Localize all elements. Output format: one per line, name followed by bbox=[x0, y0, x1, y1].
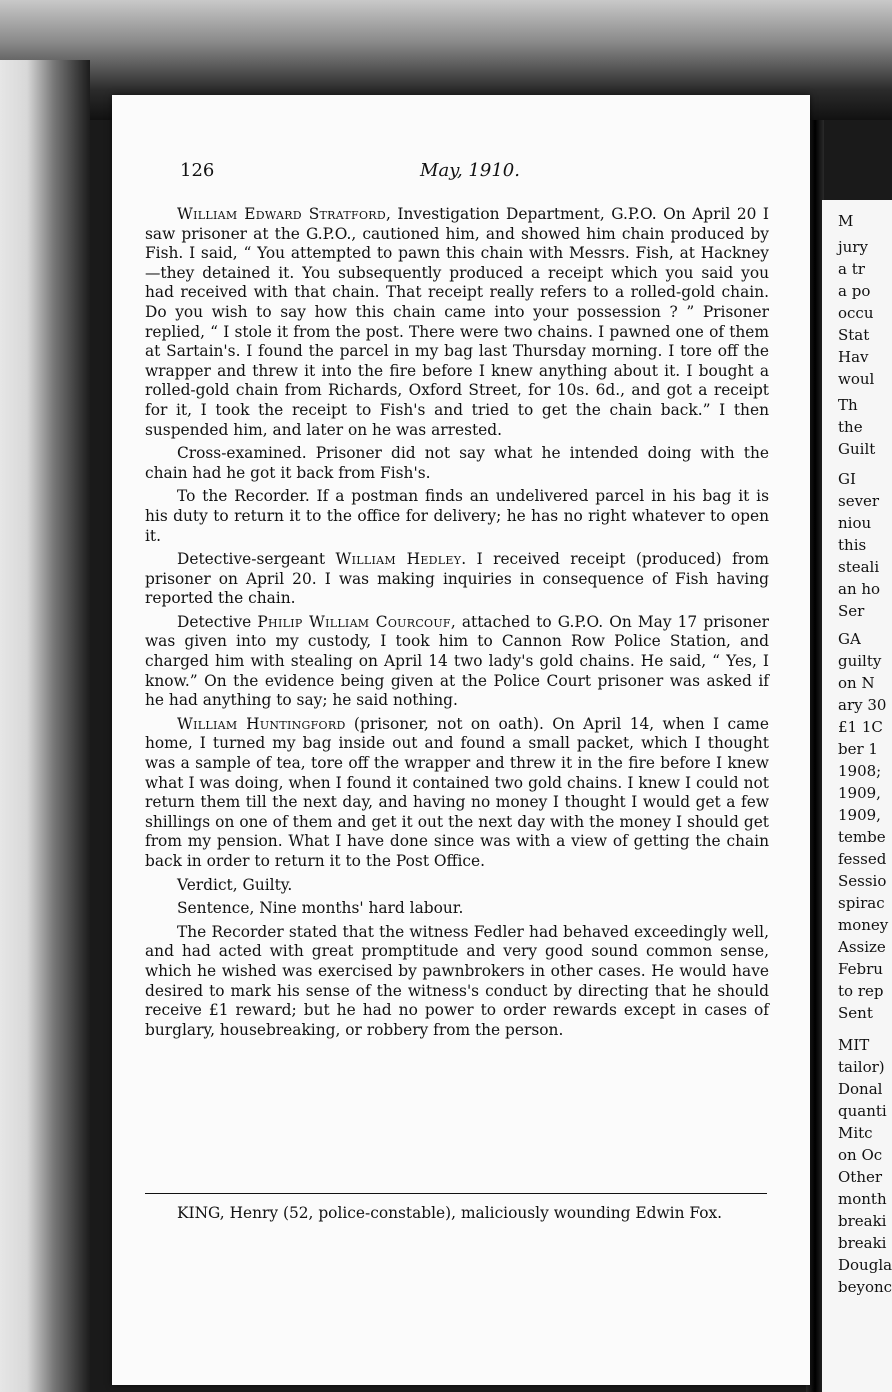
paragraph-text: . I received receipt (produced) from prisoner on April 20. I was making inquiries in consequence of Fish having reported the chain. bbox=[145, 550, 769, 608]
testimony-text bbox=[145, 205, 769, 1044]
facing-page-word: woul bbox=[838, 370, 875, 388]
paragraph bbox=[145, 715, 769, 872]
facing-page-word: tembe bbox=[838, 828, 886, 846]
facing-page-word: niou bbox=[838, 514, 872, 532]
paragraph-prefix: Detective-sergeant bbox=[177, 550, 336, 569]
paragraph bbox=[145, 487, 769, 546]
facing-page-word: month bbox=[838, 1190, 887, 1208]
facing-page-word: on Oc bbox=[838, 1146, 883, 1164]
facing-page-fragment bbox=[822, 200, 892, 1392]
facing-page-word: Febru bbox=[838, 960, 883, 978]
page-header bbox=[180, 160, 760, 188]
facing-page-word: a tr bbox=[838, 260, 865, 278]
next-case-heading bbox=[145, 1203, 769, 1223]
facing-page-word: occu bbox=[838, 304, 874, 322]
facing-page-word: Hav bbox=[838, 348, 869, 366]
running-title-text: May, 1910. bbox=[420, 160, 520, 181]
facing-page-word: on N bbox=[838, 674, 875, 692]
running-title bbox=[180, 160, 760, 181]
paragraph-text: Sentence, Nine months' hard labour. bbox=[177, 899, 464, 918]
facing-page-word: Th bbox=[838, 396, 858, 414]
facing-page-word: sever bbox=[838, 492, 880, 510]
facing-page-word: Sessio bbox=[838, 872, 887, 890]
witness-name: William Huntingford bbox=[177, 714, 346, 733]
facing-page-word: Sent bbox=[838, 1004, 873, 1022]
facing-page-word: a po bbox=[838, 282, 871, 300]
facing-page-word: ber 1 bbox=[838, 740, 878, 758]
facing-page-word: spirac bbox=[838, 894, 885, 912]
facing-page-word: steali bbox=[838, 558, 880, 576]
witness-name: William Edward Stratford bbox=[177, 205, 386, 223]
paragraph-text: , attached to G.P.O. On May 17 prisoner was given into my custody, I took him to Cannon Row Police Station, and charged him with stealing on April 14 two lady's gold chains. He said, “ Yes, I know.” On the evidence being given at the Police Court prisoner was asked if he had anything to say; he said nothing. bbox=[145, 612, 769, 710]
paragraph-text: Verdict, Guilty. bbox=[177, 875, 293, 894]
paragraph bbox=[145, 923, 769, 1041]
paragraph bbox=[145, 899, 769, 919]
facing-page-word: ary 30 bbox=[838, 696, 887, 714]
page-number: 126 bbox=[180, 160, 215, 181]
facing-page-word: M bbox=[838, 212, 854, 230]
facing-page-word: GA bbox=[838, 630, 861, 648]
facing-page-word: 1908; bbox=[838, 762, 882, 780]
facing-page-word: the bbox=[838, 418, 863, 436]
paragraph-text: Cross-examined. Prisoner did not say what he intended doing with the chain had he got it back from Fish's. bbox=[145, 444, 769, 482]
facing-page-word: fessed bbox=[838, 850, 887, 868]
facing-page-word: jury bbox=[838, 238, 868, 256]
facing-page-word: £1 1C bbox=[838, 718, 883, 736]
facing-page-word: an ho bbox=[838, 580, 881, 598]
paragraph bbox=[145, 613, 769, 711]
facing-page-word: breaki bbox=[838, 1212, 887, 1230]
facing-page-word: to rep bbox=[838, 982, 884, 1000]
paragraph-text: The Recorder stated that the witness Fedler had behaved exceedingly well, and had acted with great promptitude and very good sound common sense, which he wished was exercised by pawnbrokers in other cases. He would have desired to mark his sense of the witness's conduct by directing that he should receive £1 reward; but he had no power to order rewards except in cases of burglary, housebreaking, or robbery from the person. bbox=[145, 922, 769, 1039]
facing-page-word: this bbox=[838, 536, 867, 554]
facing-page-word: Stat bbox=[838, 326, 870, 344]
witness-name: William Hedley bbox=[335, 550, 462, 569]
paragraph bbox=[145, 205, 769, 440]
facing-page-word: quanti bbox=[838, 1102, 887, 1120]
facing-page-word: beyonc bbox=[838, 1278, 892, 1296]
paragraph-text: To the Recorder. If a postman finds an undelivered parcel in his bag it is his duty to return it to the office for delivery; he has no right whatever to open it. bbox=[145, 487, 769, 545]
facing-page-word: Other bbox=[838, 1168, 883, 1186]
facing-page-word: Ser bbox=[838, 602, 865, 620]
facing-page-word: GI bbox=[838, 470, 856, 488]
next-case-text: KING, Henry (52, police-constable), maliciously wounding Edwin Fox. bbox=[177, 1204, 723, 1222]
scan-left-edge bbox=[0, 60, 90, 1392]
paragraph-text: (prisoner, not on oath). On April 14, when I came home, I turned my bag inside out and found a small packet, which I thought was a sample of tea, tore off the wrapper and threw it in the fire before I knew what I was doing, when I found it contained two gold chains. I knew I could not return them till the next day, and having no money I thought I would get a few shillings on one of them and get it out the next day with the money I should get from my pension. What I have done since was with a view of getting the chain back in order to return it to the Post Office. bbox=[145, 714, 769, 870]
facing-page-word: Donal bbox=[838, 1080, 883, 1098]
paragraph-text: , Investigation Department, G.P.O. On April 20 I saw prisoner at the G.P.O., cautioned him, and showed him chain produced by Fish. I said, “ You attempted to pawn this chain with Messrs. Fish, at Hackney—they detained it. You subsequently produced a receipt which you said you had received with that chain. That receipt really refers to a rolled-gold chain. Do you wish to say how this chain came into your possession ? ” Prisoner replied, “ I stole it from the post. There were two chains. I pawned one of them at Sartain's. I found the parcel in my bag last Thursday morning. I tore off the wrapper and threw it into the fire before I knew anything about it. I bought a rolled-gold chain from Richards, Oxford Street, for 10s. 6d., and got a receipt for it, I took the receipt to Fish's and tried to get the chain back.” I then suspended him, and later on he was arrested. bbox=[145, 205, 769, 439]
facing-page-word: breaki bbox=[838, 1234, 887, 1252]
facing-page-word: 1909, bbox=[838, 784, 881, 802]
facing-page-word: guilty bbox=[838, 652, 882, 670]
facing-page-word: 1909, bbox=[838, 806, 881, 824]
witness-name: Philip William Courcouf bbox=[257, 612, 451, 631]
facing-page-word: Mitc bbox=[838, 1124, 873, 1142]
paragraph bbox=[145, 876, 769, 896]
facing-page-word: Assize bbox=[838, 938, 886, 956]
facing-page-word: tailor) bbox=[838, 1058, 885, 1076]
paragraph-prefix: Detective bbox=[177, 612, 258, 631]
paragraph bbox=[145, 444, 769, 483]
case-divider bbox=[145, 1193, 767, 1194]
facing-page-word: money bbox=[838, 916, 889, 934]
facing-page-word: Dougla bbox=[838, 1256, 892, 1274]
paragraph bbox=[145, 550, 769, 609]
facing-page-word: MIT bbox=[838, 1036, 870, 1054]
facing-page-word: Guilt bbox=[838, 440, 876, 458]
